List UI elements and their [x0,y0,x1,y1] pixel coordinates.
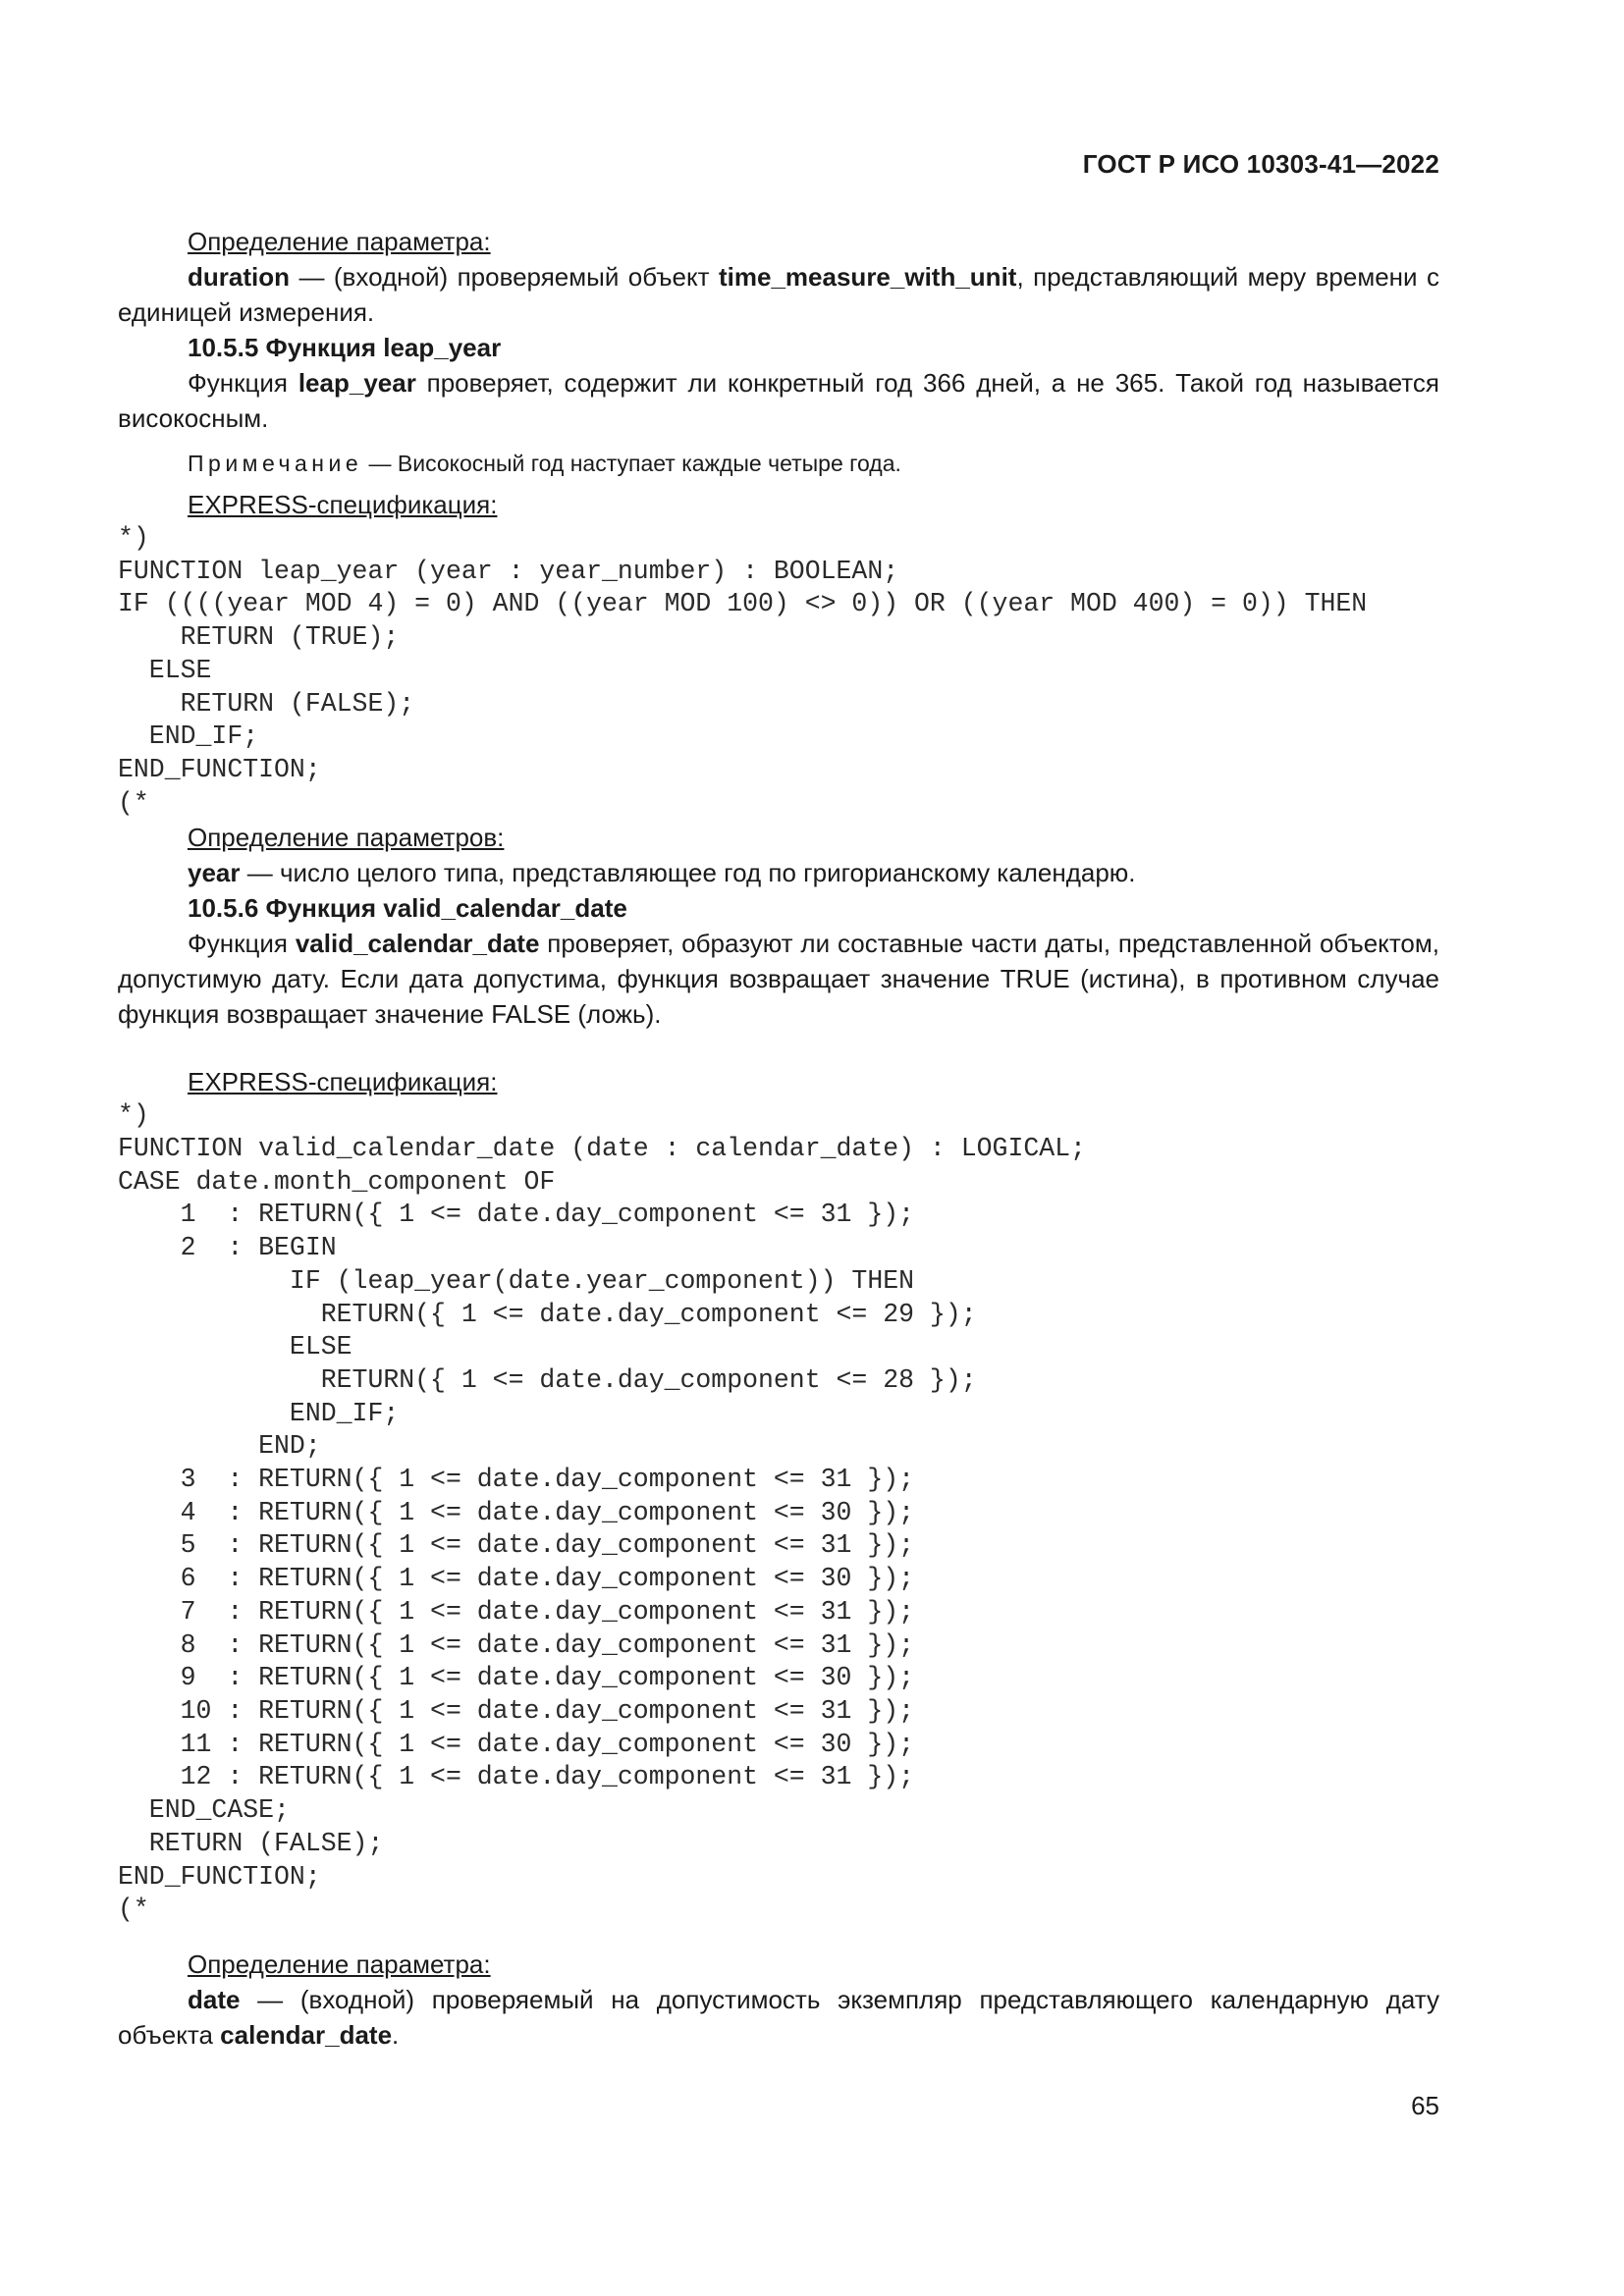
year-term: year [188,858,241,888]
valid-desc-c: проверяет, образуют ли составные части даты, представленной объектом, допустимую дату. Если дата допустима, функция возвращает значение TRUE (истина), в противном случае функция возвращает значение FALSE (ложь). [118,929,1439,1030]
date-text-2: . [392,2019,400,2050]
spacer [118,1927,1439,1947]
date-term: date [188,1984,241,2014]
express-spec-heading-valid [118,1064,1439,1099]
leap-desc-c: проверяет, содержит ли конкретный год 366 дней, а не 365. Такой год называется високосным. [118,368,1439,433]
year-definition [118,855,1439,890]
date-entity: calendar_date [220,2019,393,2050]
note-text: — Високосный год наступает каждые четыре года. [362,451,901,476]
date-text-1: — (входной) проверяемый на допустимость экземпляр представляющего календарную дату объекта [118,1984,1439,2050]
express-heading-text-2: EXPRESS-спецификация: [188,1067,498,1097]
valid-desc-b: valid_calendar_date [295,929,540,959]
section-heading-leap-year: 10.5.5 Функция leap_year [188,333,502,362]
page-number: 65 [1411,2091,1439,2120]
parameter-definition-heading [118,224,1439,259]
page-content [118,224,1439,2053]
params-heading-text: Определение параметров: [188,823,505,853]
duration-entity: time_measure_with_unit [719,262,1017,292]
express-spec-heading-leap [118,487,1439,522]
spacer [118,1032,1439,1064]
year-text: — число целого типа, представляющее год по григорианскому календарю. [240,858,1136,888]
duration-text-2: , представляющий меру времени с единицей измерения. [118,262,1439,327]
valid-desc-a: Функция [188,929,296,959]
date-definition [118,1982,1439,2053]
express-heading-text: EXPRESS-спецификация: [188,490,498,519]
duration-text-1: — (входной) проверяемый объект [290,262,720,292]
duration-definition [118,259,1439,330]
valid-calendar-date-description [118,926,1439,1032]
leap-desc-a: Функция [188,368,298,398]
section-heading-valid-calendar-date: 10.5.6 Функция valid_calendar_date [188,893,627,924]
leap-desc-b: leap_year [298,368,416,398]
parameter-definition-heading-2 [118,1947,1439,1982]
duration-term: duration [188,262,290,292]
valid-calendar-date-code-block: *) FUNCTION valid_calendar_date (date : calendar_date) : LOGICAL; CASE date.month_component OF 1 : RETURN({ 1 <= date.day_component <= 31 }); 2 : BEGIN IF (leap_year(date.year_component)) THEN RETURN({ 1 <= date.day_component <= 29 }); ELSE RETURN({ 1 <= date.day_component <= 28 }); END_IF; END; 3 : RETURN({ 1 <= date.day_component <= 31 }); 4 : RETURN({ 1 <= date.day_component <= 30 }); 5 : RETURN({ 1 <= date.day_component <= 31 }); 6 : RETURN({ 1 <= date.day_component <= 30 }); 7 : RETURN({ 1 <= date.day_component <= 31 }); 8 : RETURN({ 1 <= date.day_component <= 31 }); 9 : RETURN({ 1 <= date.day_component <= 30 }); 10 : RETURN({ 1 <= date.day_component <= 31 }); 11 : RETURN({ 1 <= date.day_component <= 30 }); 12 : RETURN({ 1 <= date.day_component <= 31 }); END_CASE; RETURN (FALSE); END_FUNCTION; (* [118,1100,1086,1925]
leap-year-note [118,446,1439,481]
leap-year-description [118,365,1439,436]
leap-year-code-block: *) FUNCTION leap_year (year : year_number) : BOOLEAN; IF ((((year MOD 4) = 0) AND ((year MOD 100) <> 0)) OR ((year MOD 400) = 0)) THEN RETURN (TRUE); ELSE RETURN (FALSE); END_IF; END_FUNCTION; (* [118,523,1368,818]
heading-text: Определение параметра: [188,227,491,256]
parameters-definition-heading [118,820,1439,855]
note-label: Примечание [188,451,363,476]
param-heading-text-2: Определение параметра: [188,1949,491,1979]
document-header: ГОСТ Р ИСО 10303-41—2022 [1082,149,1439,179]
